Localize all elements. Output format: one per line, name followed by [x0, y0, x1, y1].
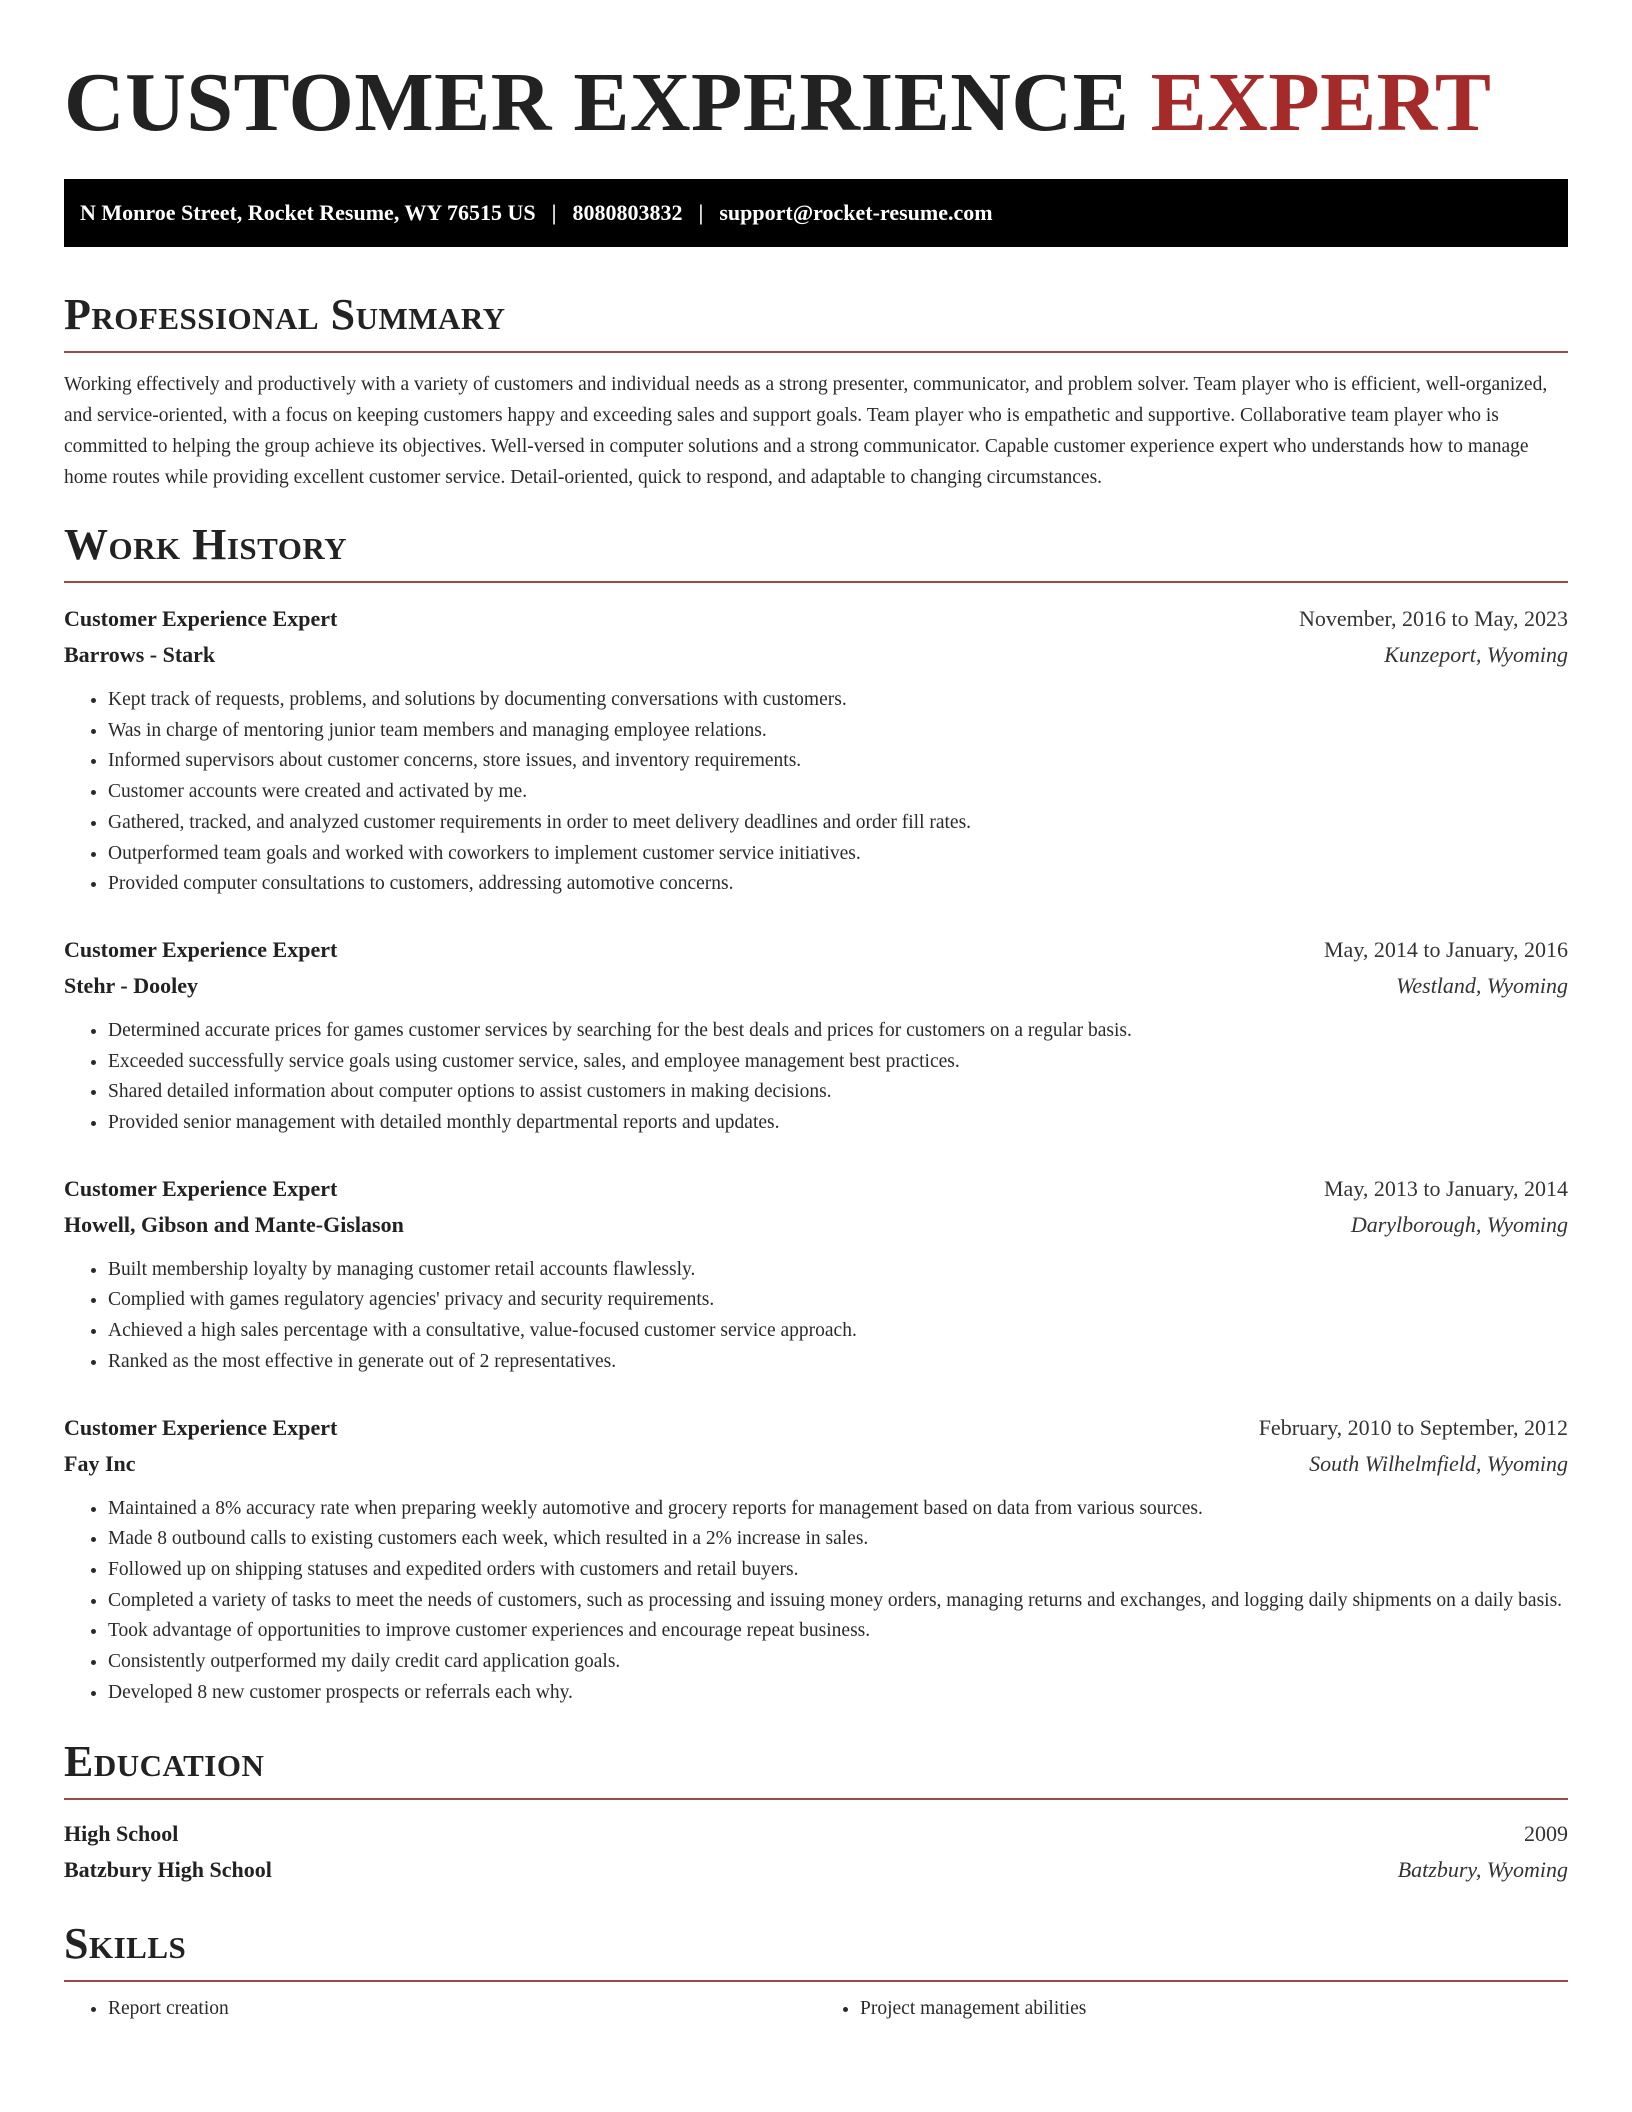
- section-divider: [64, 1798, 1568, 1800]
- job-bullet: • Achieved a high sales percentage with a consultative, value-focused customer service approach.: [108, 1316, 1568, 1347]
- job-dates: May, 2013 to January, 2014: [1324, 1175, 1568, 1201]
- job-bullet: • Ranked as the most effective in generate out of 2 representatives.: [108, 1347, 1568, 1378]
- job-bullets: [64, 685, 1568, 900]
- skills-column-right: [816, 1994, 1568, 2024]
- job-company: Stehr - Dooley: [64, 972, 199, 998]
- contact-email[interactable]: support@rocket-resume.com: [719, 200, 993, 225]
- job-bullet: • Outperformed team goals and worked with coworkers to implement customer service initiatives.: [108, 839, 1568, 870]
- summary-text: Working effectively and productively with a variety of customers and individual needs as a strong presenter, communicator, and problem solver. Team player who is efficient, well-organized, and service-oriented, with a focus on keeping customers happy and exceeding sales and support goals. Team player who is empathetic and supportive. Collaborative team player who is committed to helping the group achieve its objectives. Well-versed in computer solutions and a strong communicator. Capable customer experience expert who understands how to manage home routes while providing excellent customer service. Detail-oriented, quick to respond, and adaptable to changing circumstances.: [64, 374, 1548, 488]
- job-entry: [64, 932, 1568, 1139]
- contact-separator: |: [551, 200, 557, 225]
- job-title: Customer Experience Expert: [64, 936, 338, 962]
- job-entry: [64, 1171, 1568, 1378]
- job-location: South Wilhelmfield, Wyoming: [1309, 1450, 1568, 1476]
- job-bullet: • Consistently outperformed my daily credit card application goals.: [108, 1647, 1568, 1678]
- job-bullets: [64, 1016, 1568, 1139]
- education-entry: [64, 1816, 1568, 1888]
- job-bullet: • Gathered, tracked, and analyzed customer requirements in order to meet delivery deadlines and order fill rates.: [108, 808, 1568, 839]
- section-divider: [64, 1980, 1568, 1982]
- job-bullet: • Took advantage of opportunities to improve customer experiences and encourage repeat business.: [108, 1616, 1568, 1647]
- job-dates: May, 2014 to January, 2016: [1324, 936, 1568, 962]
- contact-phone[interactable]: 8080803832: [572, 200, 683, 225]
- job-bullets: [64, 1494, 1568, 1709]
- contact-address: N Monroe Street, Rocket Resume, WY 76515 US: [80, 200, 536, 225]
- job-bullet: • Complied with games regulatory agencies' privacy and security requirements.: [108, 1285, 1568, 1316]
- job-entry: [64, 1410, 1568, 1709]
- job-bullet: • Informed supervisors about customer concerns, store issues, and inventory requirements.: [108, 746, 1568, 777]
- education-year: 2009: [1524, 1821, 1568, 1847]
- education-degree: High School: [64, 1821, 179, 1847]
- job-bullet: • Exceeded successfully service goals using customer service, sales, and employee management best practices.: [108, 1047, 1568, 1078]
- education-school: Batzbury High School: [64, 1857, 272, 1883]
- skill-item: • Report creation: [108, 1994, 816, 2024]
- skills-section: [64, 1918, 1568, 2024]
- job-company: Fay Inc: [64, 1450, 136, 1476]
- work-history-heading: Work History: [64, 520, 348, 569]
- summary-heading: Professional Summary: [64, 290, 506, 339]
- skills-column-left: [64, 1994, 816, 2024]
- skills-heading: Skills: [64, 1919, 187, 1969]
- job-dates: February, 2010 to September, 2012: [1258, 1414, 1568, 1440]
- job-location: Kunzeport, Wyoming: [1384, 642, 1568, 667]
- job-bullet: • Was in charge of mentoring junior team members and managing employee relations.: [108, 716, 1568, 747]
- job-bullet: • Built membership loyalty by managing customer retail accounts flawlessly.: [108, 1255, 1568, 1286]
- job-bullet: • Completed a variety of tasks to meet the needs of customers, such as processing and issuing money orders, managing returns and exchanges, and logging daily shipments on a daily basis.: [108, 1586, 1568, 1617]
- name-accent: EXPERT: [1150, 56, 1492, 149]
- job-bullet: • Provided computer consultations to customers, addressing automotive concerns.: [108, 869, 1568, 900]
- job-bullet: • Determined accurate prices for games customer services by searching for the best deals and prices for customers on a regular basis.: [108, 1016, 1568, 1047]
- contact-separator: |: [698, 200, 704, 225]
- section-divider: [64, 351, 1568, 353]
- job-bullet: • Kept track of requests, problems, and solutions by documenting conversations with customers.: [108, 685, 1568, 716]
- education-section: [64, 1736, 1568, 1888]
- education-location: Batzbury, Wyoming: [1397, 1857, 1568, 1883]
- job-title: Customer Experience Expert: [64, 606, 338, 631]
- job-bullets: [64, 1255, 1568, 1378]
- work-history-section: [64, 519, 1568, 1708]
- skills-grid: [64, 1994, 1568, 2024]
- job-bullet: • Followed up on shipping statuses and expedited orders with customers and retail buyers.: [108, 1555, 1568, 1586]
- job-entry: [64, 601, 1568, 900]
- job-bullet: • Developed 8 new customer prospects or referrals each why.: [108, 1678, 1568, 1709]
- job-bullet: • Shared detailed information about computer options to assist customers in making decisions.: [108, 1077, 1568, 1108]
- resume-name: [64, 0, 1568, 151]
- job-location: Westland, Wyoming: [1396, 972, 1568, 998]
- job-company: Barrows - Stark: [64, 642, 216, 667]
- job-title: Customer Experience Expert: [64, 1175, 338, 1201]
- contact-bar: [64, 179, 1568, 247]
- job-dates: November, 2016 to May, 2023: [1299, 606, 1568, 631]
- job-bullet: • Provided senior management with detailed monthly departmental reports and updates.: [108, 1108, 1568, 1139]
- job-bullet: • Maintained a 8% accuracy rate when preparing weekly automotive and grocery reports for management based on data from various sources.: [108, 1494, 1568, 1525]
- job-bullet: • Made 8 outbound calls to existing customers each week, which resulted in a 2% increase in sales.: [108, 1524, 1568, 1555]
- job-bullet: • Customer accounts were created and activated by me.: [108, 777, 1568, 808]
- section-divider: [64, 581, 1568, 583]
- summary-section: [64, 289, 1568, 493]
- job-title: Customer Experience Expert: [64, 1414, 338, 1440]
- education-heading: Education: [64, 1737, 265, 1787]
- skill-item: • Project management abilities: [860, 1994, 1568, 2024]
- name-main: CUSTOMER EXPERIENCE: [64, 56, 1130, 149]
- job-location: Darylborough, Wyoming: [1350, 1211, 1568, 1237]
- job-company: Howell, Gibson and Mante-Gislason: [64, 1211, 404, 1237]
